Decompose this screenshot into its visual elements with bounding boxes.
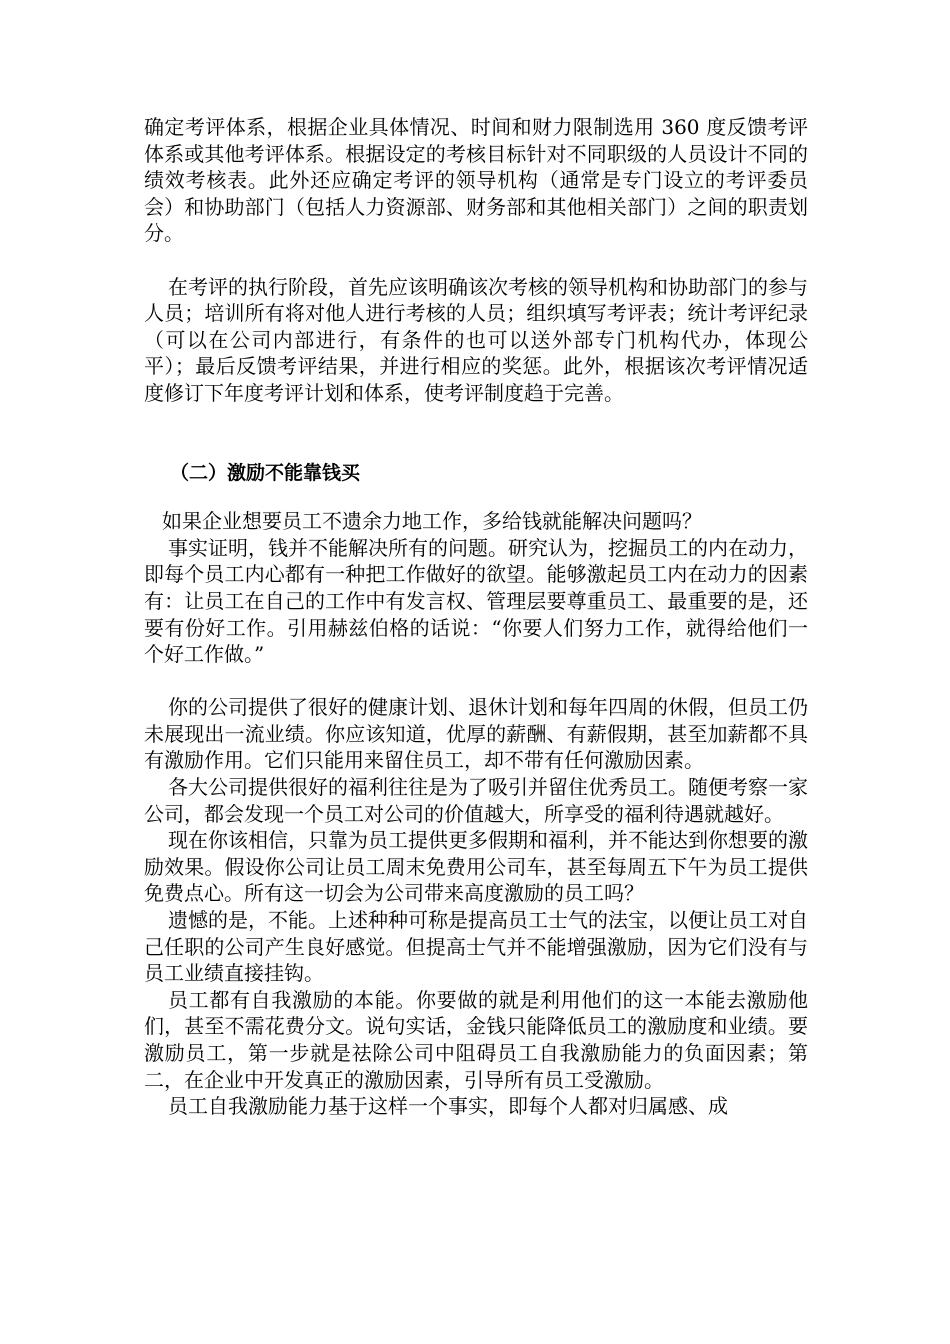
paragraph-question: 如果企业想要员工不遗余力地工作，多给钱就能解决问题吗？ [162,509,702,534]
section-heading: （二）激励不能靠钱买 [170,461,361,484]
paragraph-evaluation-system: 确定考评体系，根据企业具体情况、时间和财力限制选用 360 度反馈考评体系或其他考评体系。根据设定的考核目标针对不同职级的人员设计不同的绩效考核表。此外还应确定考评的领导机构（通常是专门设立的考评委员会）和协助部门（包括人力资源部、财务部和其他相关部门）之间的职责划分。 [144,115,808,246]
paragraph-holidays-welfare: 现在你该相信，只靠为员工提供更多假期和福利，并不能达到你想要的激励效果。假设你公司让员工周末免费用公司车，甚至每周五下午为员工提供免费点心。所有这一切会为公司带来高度激励的员工吗？ [144,828,808,906]
paragraph-belonging: 员工自我激励能力基于这样一个事实，即每个人都对归属感、成 [168,1094,728,1119]
document-body [144,114,808,1120]
paragraph-intrinsic-motivation: 事实证明，钱并不能解决所有的问题。研究认为，挖掘员工的内在动力，即每个员工内心都有一种把工作做好的欲望。能够激起员工内在动力的因素有：让员工在自己的工作中有发言权、管理层要尊重员工、最重要的是，还要有份好工作。引用赫兹伯格的话说：“你要人们努力工作，就得给他们一个好工作做。” [144,535,808,667]
paragraph-self-motivation: 员工都有自我激励的本能。你要做的就是利用他们的这一本能去激励他们，甚至不需花费分文。说句实话，金钱只能降低员工的激励度和业绩。要激励员工，第一步就是祛除公司中阻碍员工自我激励能力的负面因素；第二，在企业中开发真正的激励因素，引导所有员工受激励。 [144,987,808,1092]
paragraph-benefits-retention: 各大公司提供很好的福利往往是为了吸引并留住优秀员工。随便考察一家公司，都会发现一个员工对公司的价值越大，所享受的福利待遇就越好。 [144,775,808,826]
paragraph-morale: 遗憾的是，不能。上述种种可称是提高员工士气的法宝，以便让员工对自己任职的公司产生良好感觉。但提高士气并不能增强激励，因为它们没有与员工业绩直接挂钩。 [144,908,808,986]
paragraph-benefits-no-motivation: 你的公司提供了很好的健康计划、退休计划和每年四周的休假，但员工仍未展现出一流业绩。你应该知道，优厚的薪酬、有薪假期，甚至加薪都不具有激励作用。它们只能用来留住员工，却不带有任何激励因素。 [144,695,808,773]
paragraph-evaluation-execution: 在考评的执行阶段，首先应该明确该次考核的领导机构和协助部门的参与人员；培训所有将对他人进行考核的人员；组织填写考评表；统计考评纪录（可以在公司内部进行，有条件的也可以送外部专门机构代办，体现公平）；最后反馈考评结果，并进行相应的奖惩。此外，根据该次考评情况适度修订下年度考评计划和体系，使考评制度趋于完善。 [144,274,808,405]
